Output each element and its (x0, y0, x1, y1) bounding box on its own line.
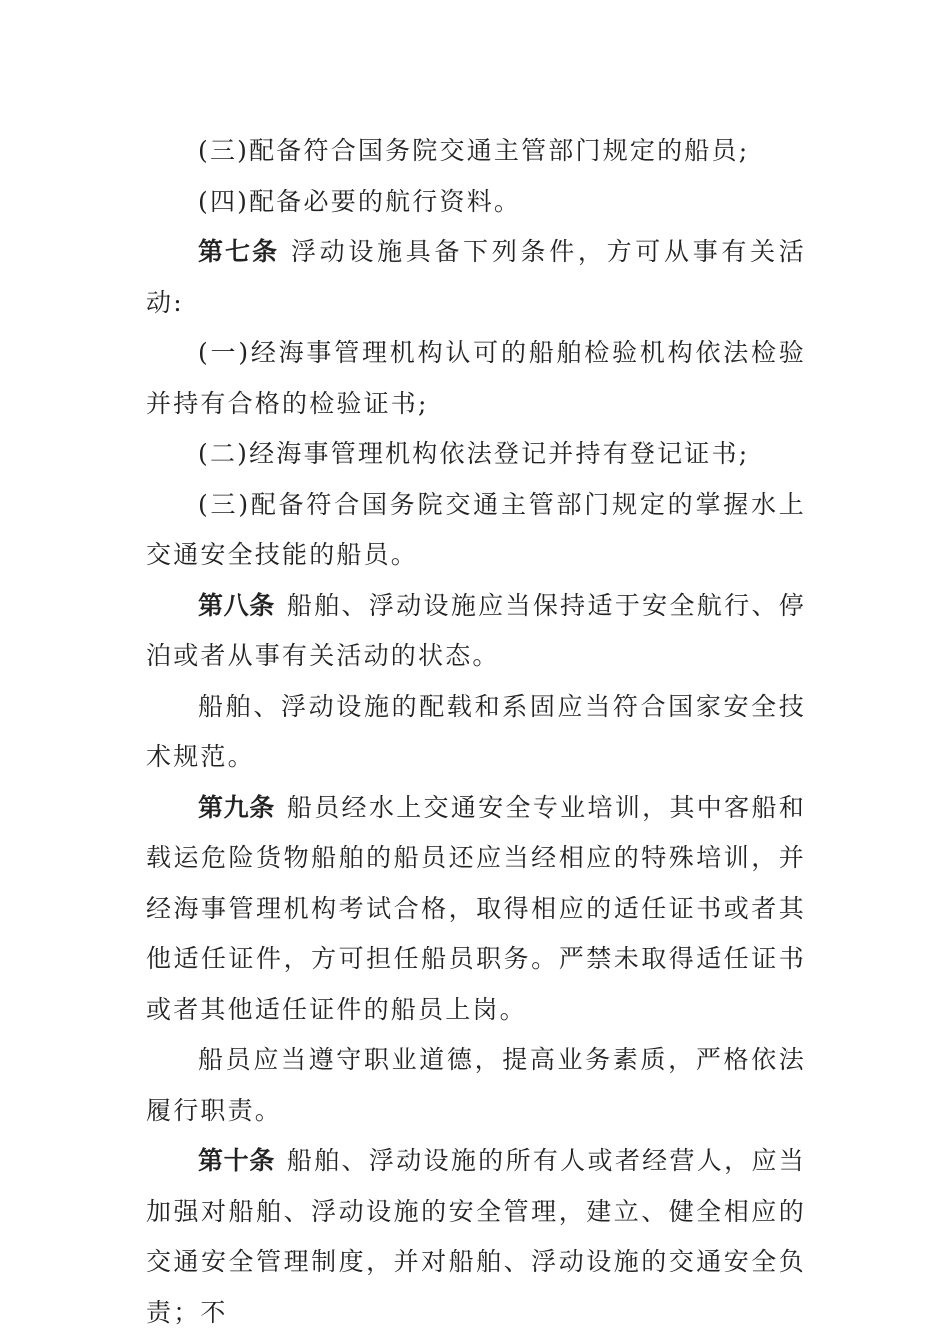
article-7-clause-2 (146, 429, 806, 480)
paragraph-text: 船舶、浮动设施的所有人或者经营人，应当加强对船舶、浮动设施的安全管理，建立、健全相应的交通安全管理制度，并对船舶、浮动设施的交通安全负责；不 (146, 1146, 806, 1327)
paragraph-text: (二)经海事管理机构依法登记并持有登记证书; (198, 439, 750, 468)
paragraph-text: (一)经海事管理机构认可的船舶检验机构依法检验并持有合格的检验证书; (146, 338, 806, 418)
paragraph-text: 船员经水上交通安全专业培训，其中客船和载运危险货物船舶的船员还应当经相应的特殊培训，并经海事管理机构考试合格，取得相应的适任证书或者其他适任证件，方可担任船员职务。严禁未取得适任证书或者其他适任证件的船员上岗。 (146, 792, 806, 1024)
article-8 (146, 581, 806, 682)
paragraph-text: (三)配备符合国务院交通主管部门规定的掌握水上交通安全技能的船员。 (146, 489, 806, 569)
article-7 (146, 227, 806, 328)
paragraph-text: 浮动设施具备下列条件，方可从事有关活动: (146, 237, 806, 317)
article-7-clause-1 (146, 328, 806, 429)
paragraph-text: 船员应当遵守职业道德，提高业务素质，严格依法履行职责。 (146, 1045, 806, 1125)
article-heading: 第九条 (198, 792, 275, 822)
paragraph-text: 船舶、浮动设施的配载和系固应当符合国家安全技术规范。 (146, 691, 806, 771)
article-heading: 第七条 (198, 237, 279, 266)
article-8-paragraph-2 (146, 682, 806, 783)
article-9 (146, 783, 806, 1036)
article-10 (146, 1136, 806, 1338)
clause-3-crew (146, 126, 806, 177)
document-body (146, 126, 806, 1338)
paragraph-text: 船舶、浮动设施应当保持适于安全航行、停泊或者从事有关活动的状态。 (146, 590, 806, 670)
article-heading: 第十条 (198, 1146, 275, 1175)
paragraph-text: (三)配备符合国务院交通主管部门规定的船员; (198, 136, 750, 165)
article-9-paragraph-2 (146, 1035, 806, 1136)
clause-4-navigation-materials (146, 177, 806, 228)
paragraph-text: (四)配备必要的航行资料。 (198, 186, 522, 216)
article-7-clause-3 (146, 480, 806, 581)
article-heading: 第八条 (198, 590, 275, 620)
